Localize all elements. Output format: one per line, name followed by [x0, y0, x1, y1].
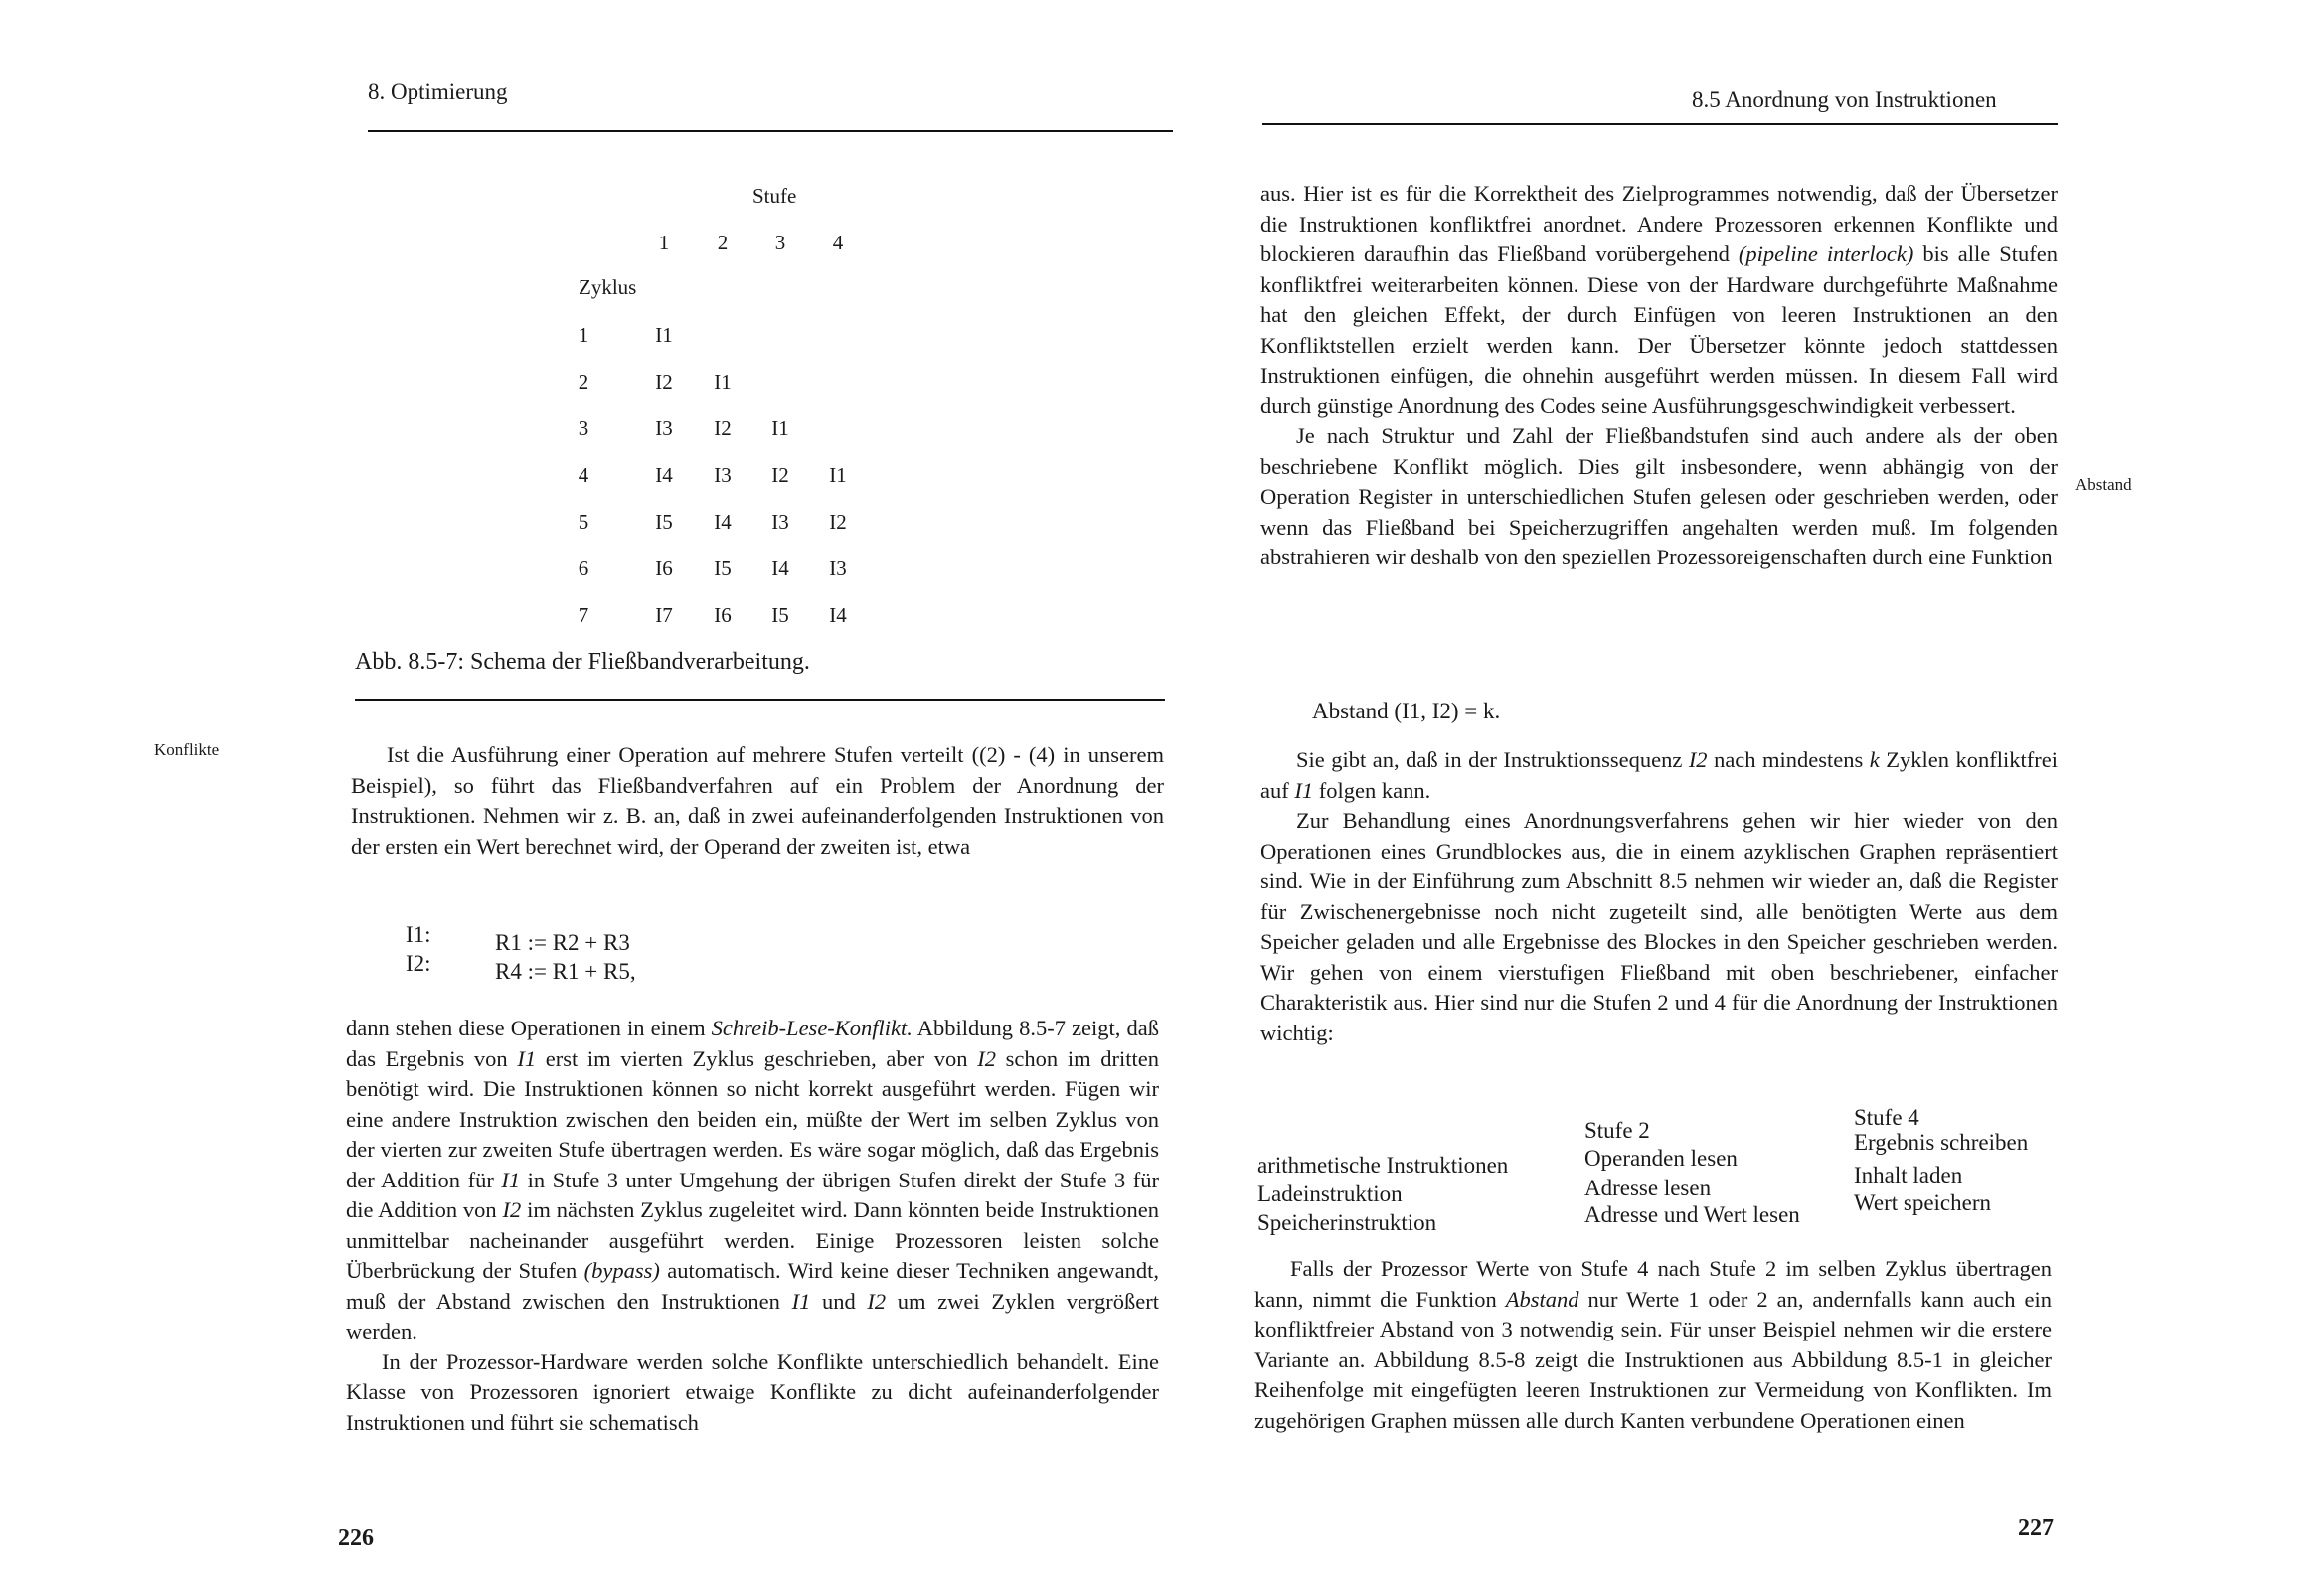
right-header-rule	[1262, 123, 2058, 125]
cycle-number: 1	[578, 323, 589, 347]
stage-row-2-stage2: Adresse lesen	[1584, 1176, 1712, 1200]
pipeline-cell: I3	[714, 463, 732, 487]
cycle-number: 6	[578, 556, 589, 580]
margin-note-konflikte: Konflikte	[154, 740, 220, 759]
pipeline-cell: I2	[771, 463, 789, 487]
pipeline-cell: I4	[771, 556, 789, 580]
stage-row-3-stage2: Adresse und Wert lesen	[1584, 1202, 1800, 1227]
pipeline-cell: I3	[655, 416, 673, 440]
pipeline-cell: I4	[714, 510, 732, 534]
pipeline-cell: I1	[714, 370, 732, 394]
stage-row-2-stage4: Inhalt laden	[1854, 1163, 1963, 1187]
cycle-number: 4	[578, 463, 589, 487]
stage-row-3-kind: Speicherinstruktion	[1257, 1210, 1437, 1235]
pipeline-cell: I5	[771, 603, 789, 627]
figure-caption: Abb. 8.5-7: Schema der Fließbandverarbeitung.	[355, 649, 810, 675]
pipeline-cell: I1	[771, 416, 789, 440]
pipeline-cell: I2	[714, 416, 732, 440]
pipeline-cell: I6	[714, 603, 732, 627]
op-label-2: I2:	[406, 951, 431, 976]
left-paragraph-2: dann stehen diese Operationen in einem Schreib-Lese-Konflikt. Abbildung 8.5-7 zeigt, daß das Ergebnis von I1 erst im vierten Zyklus geschrieben, aber von I2 schon im dritten benötigt wird. Die Instruktionen können so nicht korrekt ausgeführt werden. Fügen wir eine andere Instruktion zwischen den beiden ein, müßte der Wert im selben Zyklus von der vierten zur zweiten Stufe übertragen werden. Es wäre sogar möglich, daß das Ergebnis der Addition für I1 in Stufe 3 unter Umgehung der übrigen Stufen direkt der Stufe 3 für die Addition von I2 im nächsten Zyklus zugeleitet wird. Dann könnten beide Instruktionen unmittelbar nacheinander ausgeführt werden. Einige Prozessoren leisten solche Überbrückung der Stufen (bypass) automatisch. Wird keine dieser Techniken angewandt, muß der Abstand zwischen den Instruktionen I1 und I2 um zwei Zyklen vergrößert werden. In der Prozessor-Hardware werden solche Konflikte unterschiedlich behandelt. Eine Klasse von Prozessoren ignoriert etwaige Konflikte zu dicht aufeinanderfolgender Instruktionen und führt sie schematisch	[346, 1014, 1159, 1438]
pipeline-cell: I4	[655, 463, 673, 487]
abstand-equation: Abstand (I1, I2) = k.	[1312, 699, 1501, 723]
pipeline-cell: I3	[771, 510, 789, 534]
op-expr-1: R1 := R2 + R3	[495, 930, 630, 955]
right-paragraph-4: Zur Behandlung eines Anordnungsverfahrens gehen wir hier wieder von den Operationen eines Grundblockes aus, die in einem azyklischen Graphen repräsentiert sind. Wie in der Einführung zum Abschnitt 8.5 nehmen wir wieder an, daß die Register für Zwischenergebnisse noch nicht zugeteilt sind, alle benötigten Werte aus dem Speicher geladen und alle Ergebnisse des Blockes in den Speicher geschrieben werden. Wir gehen von einem vierstufigen Fließband mit oben beschriebener, einfacher Charakteristik aus. Hier sind nur die Stufen 2 und 4 für die Anordnung der Instruktionen wichtig:	[1260, 808, 2058, 1045]
right-paragraph-5: Falls der Prozessor Werte von Stufe 4 nach Stufe 2 im selben Zyklus übertragen kann, nimmt die Funktion Abstand nur Werte 1 oder 2 an, andernfalls kann auch ein konfliktfreier Abstand von 3 notwendig sein. Für unser Beispiel nehmen wir die erstere Variante an. Abbildung 8.5-8 zeigt die Instruktionen aus Abbildung 8.5-1 in gleicher Reihenfolge mit eingefügten leeren Instruktionen zur Vermeidung von Konflikten. Im zugehörigen Graphen müssen alle durch Kanten verbundene Operationen einen	[1254, 1256, 2052, 1433]
stage-row-3-stage4: Wert speichern	[1854, 1190, 1991, 1215]
left-paragraph-3: In der Prozessor-Hardware werden solche Konflikte unterschiedlich behandelt. Eine Klasse von Prozessoren ignoriert etwaige Konflikte zu dicht aufeinanderfolgender Instruktionen und führt sie schematisch	[346, 1348, 1159, 1435]
right-running-header: 8.5 Anordnung von Instruktionen	[1692, 87, 1997, 112]
cycle-number: 5	[578, 510, 589, 534]
op-label-1: I1:	[406, 922, 431, 947]
stage-row-1-stage2: Operanden lesen	[1584, 1146, 1738, 1171]
cycle-title: Zyklus	[579, 275, 637, 299]
stage-title: Stufe	[752, 184, 797, 208]
stage-header-4: 4	[832, 231, 844, 254]
stage-header-1: 1	[658, 231, 670, 254]
pipeline-cell: I5	[714, 556, 732, 580]
pipeline-cell: I1	[655, 323, 673, 347]
caption-rule	[355, 699, 1165, 701]
left-paragraph-1: Ist die Ausführung einer Operation auf mehrere Stufen verteilt ((2) - (4) in unserem Beispiel), so führt das Fließbandverfahren auf ein Problem der Anordnung der Instruktionen. Nehmen wir z. B. an, daß in zwei aufeinanderfolgenden Instruktionen von der ersten ein Wert berechnet wird, der Operand der zweiten ist, etwa	[351, 742, 1164, 859]
pipeline-cell: I3	[829, 556, 847, 580]
stage-header-2: 2	[717, 231, 729, 254]
right-page-number: 227	[2018, 1515, 2054, 1541]
pipeline-cell: I1	[829, 463, 847, 487]
margin-note-abstand: Abstand	[2075, 475, 2132, 494]
right-paragraph-1: aus. Hier ist es für die Korrektheit des Zielprogrammes notwendig, daß der Übersetzer die Instruktionen konfliktfrei anordnet. Andere Prozessoren erkennen Konflikte und blockieren daraufhin das Fließband vorübergehend (pipeline interlock) bis alle Stufen konfliktfrei weiterarbeiten können. Diese von der Hardware durchgeführte Maßnahme hat den gleichen Effekt, der durch Einfügen von leeren Instruktionen an den Konfliktstellen erzielt werden kann. Der Übersetzer könnte jedoch stattdessen Instruktionen einfügen, die ohnehin ausgeführt werden müssen. In diesem Fall wird durch günstige Anordnung des Codes seine Ausführungsgeschwindigkeit verbessert. Je nach Struktur und Zahl der Fließbandstufen sind auch andere als der oben beschriebene Konflikt möglich. Dies gilt insbesondere, wenn abhängig von der Operation Register in unterschiedlichen Stufen gelesen oder geschrieben werden, oder wenn das Fließband bei Speicherzugriffen angehalten werden muß. Im folgenden abstrahieren wir deshalb von den speziellen Prozessoreigenschaften durch eine Funktion	[1260, 179, 2058, 573]
cycle-number: 7	[578, 603, 589, 627]
stage4-header: Stufe 4	[1854, 1105, 1919, 1130]
cycle-number: 3	[578, 416, 589, 440]
stage-header-3: 3	[774, 231, 786, 254]
pipeline-cell: I7	[655, 603, 673, 627]
stage-row-2-kind: Ladeinstruktion	[1257, 1182, 1403, 1206]
left-page-number: 226	[338, 1525, 374, 1551]
stage2-header: Stufe 2	[1584, 1118, 1650, 1143]
left-header-rule	[368, 130, 1173, 132]
op-expr-2: R4 := R1 + R5,	[495, 959, 636, 984]
right-paragraph-3: Sie gibt an, daß in der Instruktionssequenz I2 nach mindestens k Zyklen konfliktfrei auf I1 folgen kann. Zur Behandlung eines Anordnungsverfahrens gehen wir hier wieder von den Operationen eines Grundblockes aus, die in einem azyklischen Graphen repräsentiert sind. Wie in der Einführung zum Abschnitt 8.5 nehmen wir wieder an, daß die Register für Zwischenergebnisse noch nicht zugeteilt sind, alle benötigten Werte aus dem Speicher geladen und alle Ergebnisse des Blockes in den Speicher geschrieben werden. Wir gehen von einem vierstufigen Fließband mit oben beschriebener, einfacher Charakteristik aus. Hier sind nur die Stufen 2 und 4 für die Anordnung der Instruktionen wichtig:	[1260, 745, 2058, 1048]
pipeline-cell: I5	[655, 510, 673, 534]
cycle-number: 2	[578, 370, 589, 394]
pipeline-cell: I6	[655, 556, 673, 580]
right-paragraph-2: Je nach Struktur und Zahl der Fließbandstufen sind auch andere als der oben beschriebene Konflikt möglich. Dies gilt insbesondere, wenn abhängig von der Operation Register in unterschiedlichen Stufen gelesen oder geschrieben werden, oder wenn das Fließband bei Speicherzugriffen angehalten werden muß. Im folgenden abstrahieren wir deshalb von den speziellen Prozessoreigenschaften durch eine Funktion	[1260, 423, 2058, 569]
stage-row-1-stage4: Ergebnis schreiben	[1854, 1130, 2029, 1155]
pipeline-cell: I2	[829, 510, 847, 534]
pipeline-cell: I2	[655, 370, 673, 394]
stage-row-1-kind: arithmetische Instruktionen	[1257, 1153, 1509, 1178]
left-running-header: 8. Optimierung	[368, 79, 508, 104]
pipeline-cell: I4	[829, 603, 847, 627]
